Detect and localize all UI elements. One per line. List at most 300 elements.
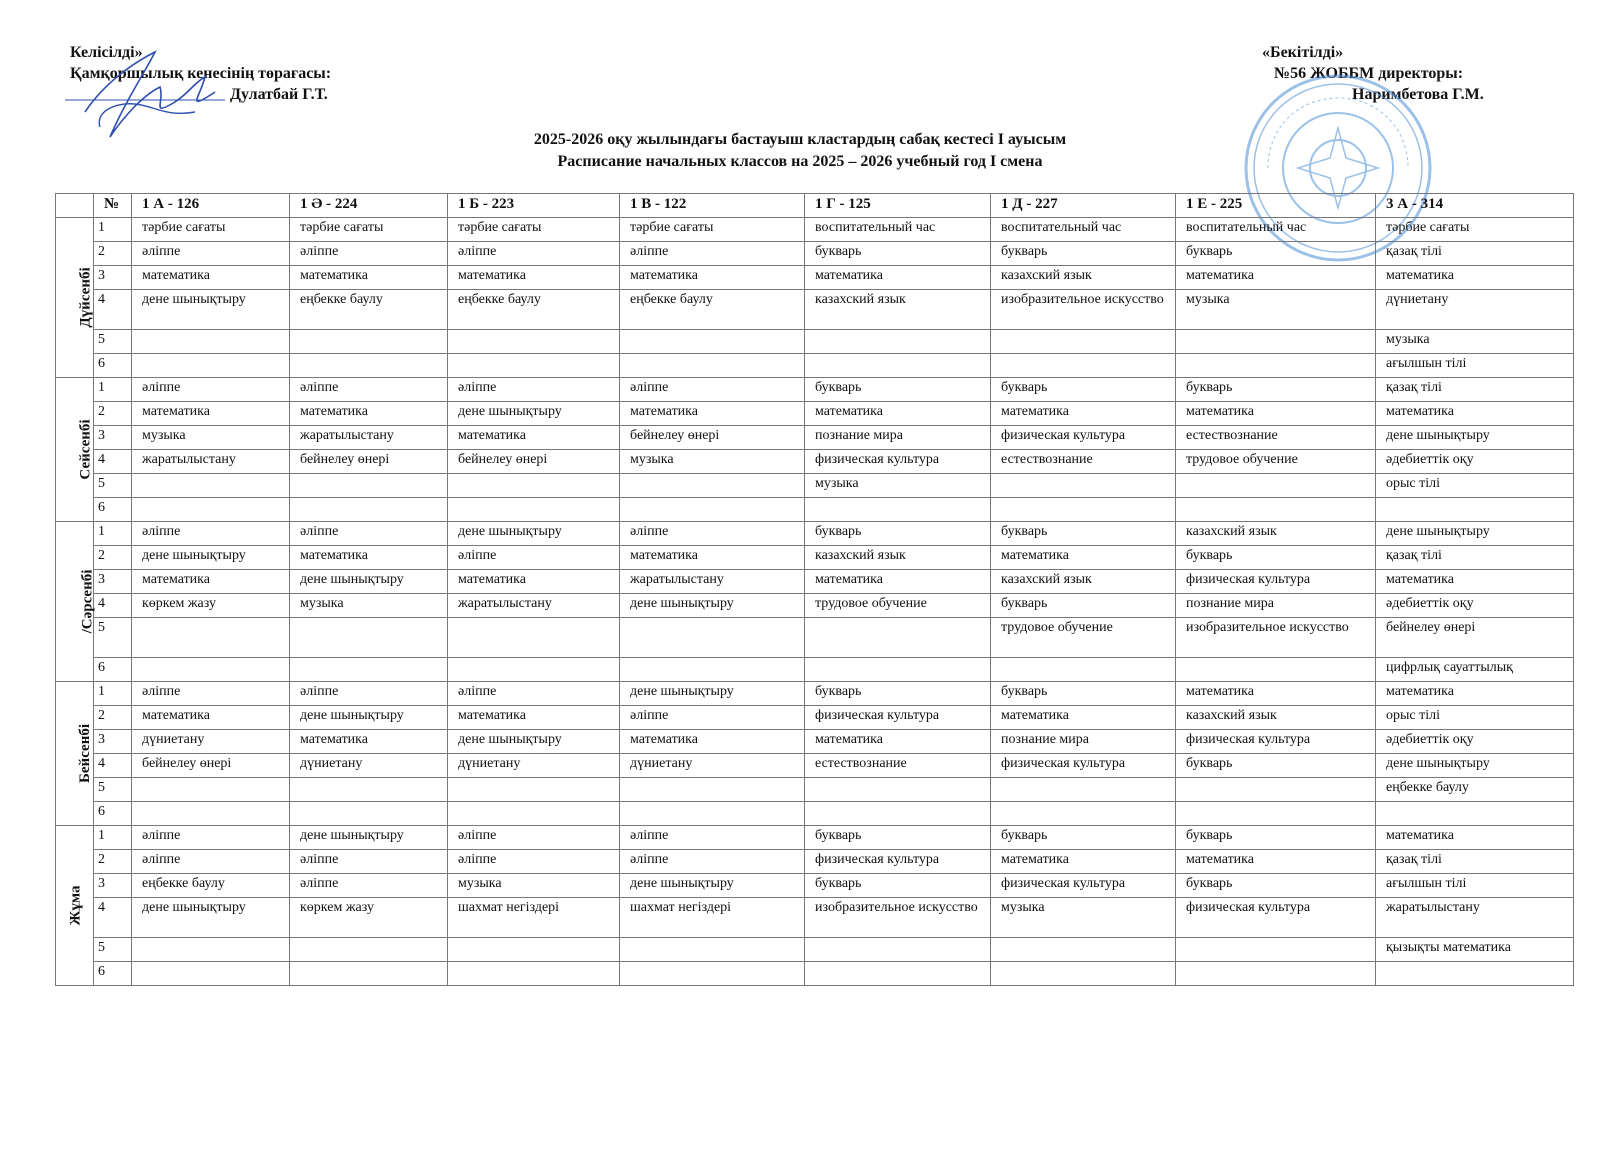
lesson-cell: жаратылыстану xyxy=(620,570,805,594)
table-row xyxy=(56,402,1574,426)
lesson-cell: букварь xyxy=(1176,378,1376,402)
lesson-cell: әліппе xyxy=(620,378,805,402)
lesson-cell: жаратылыстану xyxy=(132,450,290,474)
lesson-cell: жаратылыстану xyxy=(448,594,620,618)
lesson-cell: дене шынықтыру xyxy=(620,594,805,618)
lesson-number: 2 xyxy=(94,706,132,730)
lesson-cell xyxy=(290,962,448,986)
lesson-cell: букварь xyxy=(805,682,991,706)
lesson-cell: әліппе xyxy=(290,242,448,266)
lesson-cell: математика xyxy=(1176,850,1376,874)
lesson-cell: дене шынықтыру xyxy=(290,570,448,594)
lesson-cell: математика xyxy=(132,570,290,594)
lesson-number: 6 xyxy=(94,802,132,826)
lesson-cell: естествознание xyxy=(805,754,991,778)
lesson-cell: көркем жазу xyxy=(132,594,290,618)
lesson-cell: әдебиеттік оқу xyxy=(1376,450,1574,474)
lesson-cell: математика xyxy=(1376,570,1574,594)
lesson-cell xyxy=(805,354,991,378)
lesson-cell xyxy=(1176,802,1376,826)
lesson-cell: бейнелеу өнері xyxy=(1376,618,1574,658)
table-row xyxy=(56,474,1574,498)
lesson-cell xyxy=(805,618,991,658)
table-row xyxy=(56,570,1574,594)
lesson-cell: букварь xyxy=(1176,546,1376,570)
table-row xyxy=(56,850,1574,874)
lesson-cell: қазақ тілі xyxy=(1376,546,1574,570)
lesson-number: 6 xyxy=(94,498,132,522)
lesson-cell xyxy=(1176,474,1376,498)
table-row xyxy=(56,450,1574,474)
lesson-cell: дене шынықтыру xyxy=(620,682,805,706)
agreed-label: Келісілді» xyxy=(70,44,143,61)
lesson-number: 1 xyxy=(94,218,132,242)
lesson-cell: математика xyxy=(805,570,991,594)
day-name: /Сәрсенбі xyxy=(79,569,96,634)
lesson-cell: букварь xyxy=(991,826,1176,850)
table-row xyxy=(56,658,1574,682)
lesson-cell: музыка xyxy=(1376,330,1574,354)
day-cell xyxy=(56,826,94,986)
column-header: 1 Е - 225 xyxy=(1176,194,1376,218)
lesson-cell xyxy=(448,618,620,658)
lesson-cell: бейнелеу өнері xyxy=(620,426,805,450)
lesson-cell xyxy=(132,658,290,682)
lesson-cell xyxy=(1176,938,1376,962)
lesson-cell xyxy=(805,498,991,522)
lesson-cell: дене шынықтыру xyxy=(132,290,290,330)
lesson-cell: математика xyxy=(991,706,1176,730)
day-name: Дүйсенбі xyxy=(77,267,94,328)
lesson-cell xyxy=(991,778,1176,802)
header-row xyxy=(56,194,1574,218)
lesson-cell: ағылшын тілі xyxy=(1376,874,1574,898)
lesson-cell: шахмат негіздері xyxy=(448,898,620,938)
lesson-cell: воспитательный час xyxy=(805,218,991,242)
lesson-cell: дүниетану xyxy=(1376,290,1574,330)
lesson-cell: воспитательный час xyxy=(1176,218,1376,242)
lesson-cell: дене шынықтыру xyxy=(448,402,620,426)
lesson-number: 3 xyxy=(94,426,132,450)
lesson-cell: әліппе xyxy=(132,850,290,874)
lesson-cell: қазақ тілі xyxy=(1376,242,1574,266)
lesson-cell: әліппе xyxy=(290,874,448,898)
table-row xyxy=(56,898,1574,938)
schedule-body xyxy=(56,218,1574,986)
lesson-cell: дүниетану xyxy=(290,754,448,778)
lesson-cell xyxy=(805,962,991,986)
lesson-cell: еңбекке баулу xyxy=(290,290,448,330)
lesson-cell: физическая культура xyxy=(1176,898,1376,938)
lesson-cell: математика xyxy=(1176,682,1376,706)
table-row xyxy=(56,826,1574,850)
lesson-cell xyxy=(620,330,805,354)
day-cell xyxy=(56,218,94,378)
lesson-cell: казахский язык xyxy=(1176,522,1376,546)
lesson-cell xyxy=(132,802,290,826)
lesson-cell: музыка xyxy=(448,874,620,898)
table-row xyxy=(56,290,1574,330)
schedule-table xyxy=(55,193,1574,986)
lesson-cell: изобразительное искусство xyxy=(991,290,1176,330)
lesson-cell: математика xyxy=(132,706,290,730)
lesson-number: 1 xyxy=(94,682,132,706)
table-row xyxy=(56,354,1574,378)
table-row xyxy=(56,962,1574,986)
lesson-cell: әліппе xyxy=(290,850,448,874)
lesson-cell xyxy=(805,778,991,802)
lesson-cell: дене шынықтыру xyxy=(1376,522,1574,546)
lesson-cell: математика xyxy=(132,266,290,290)
lesson-cell: бейнелеу өнері xyxy=(290,450,448,474)
lesson-cell: физическая культура xyxy=(805,450,991,474)
lesson-cell xyxy=(991,962,1176,986)
lesson-cell xyxy=(1376,962,1574,986)
lesson-number: 3 xyxy=(94,730,132,754)
lesson-cell: физическая культура xyxy=(805,706,991,730)
lesson-cell: математика xyxy=(1376,266,1574,290)
table-row xyxy=(56,682,1574,706)
table-row xyxy=(56,218,1574,242)
lesson-cell: математика xyxy=(1376,402,1574,426)
day-cell xyxy=(56,378,94,522)
lesson-cell: дене шынықтыру xyxy=(1376,426,1574,450)
lesson-cell: естествознание xyxy=(1176,426,1376,450)
lesson-cell: букварь xyxy=(1176,826,1376,850)
lesson-cell: математика xyxy=(1176,402,1376,426)
lesson-number: 3 xyxy=(94,266,132,290)
table-row xyxy=(56,778,1574,802)
title-kazakh: 2025-2026 оқу жылындағы бастауыш кластардың сабақ кестесі I ауысым xyxy=(533,131,1067,148)
lesson-cell: казахский язык xyxy=(991,570,1176,594)
day-name: Сейсенбі xyxy=(77,419,94,480)
lesson-cell: дүниетану xyxy=(620,754,805,778)
lesson-cell: әліппе xyxy=(132,242,290,266)
lesson-cell xyxy=(1176,330,1376,354)
lesson-cell: математика xyxy=(805,266,991,290)
table-row xyxy=(56,426,1574,450)
lesson-cell: математика xyxy=(620,266,805,290)
lesson-cell: ағылшын тілі xyxy=(1376,354,1574,378)
lesson-cell: букварь xyxy=(805,826,991,850)
lesson-cell: букварь xyxy=(1176,874,1376,898)
lesson-cell: әліппе xyxy=(290,682,448,706)
lesson-cell: музыка xyxy=(132,426,290,450)
approved-label: «Бекітілді» xyxy=(1262,44,1344,61)
lesson-cell xyxy=(991,658,1176,682)
director-name: Наримбетова Г.М. xyxy=(1352,86,1484,103)
lesson-cell: әліппе xyxy=(620,826,805,850)
lesson-cell: математика xyxy=(290,730,448,754)
table-row xyxy=(56,594,1574,618)
lesson-number: 1 xyxy=(94,826,132,850)
lesson-cell xyxy=(1176,498,1376,522)
lesson-cell xyxy=(132,498,290,522)
lesson-cell: букварь xyxy=(991,594,1176,618)
lesson-cell: дене шынықтыру xyxy=(132,898,290,938)
lesson-cell: физическая культура xyxy=(1176,570,1376,594)
lesson-cell xyxy=(290,498,448,522)
lesson-number: 6 xyxy=(94,658,132,682)
lesson-cell xyxy=(132,938,290,962)
lesson-cell xyxy=(1176,354,1376,378)
lesson-cell: көркем жазу xyxy=(290,898,448,938)
lesson-cell xyxy=(132,962,290,986)
lesson-cell xyxy=(991,354,1176,378)
lesson-cell: қызықты математика xyxy=(1376,938,1574,962)
lesson-cell: дүниетану xyxy=(448,754,620,778)
lesson-cell: математика xyxy=(448,570,620,594)
day-name: Бейсенбі xyxy=(77,723,94,784)
day-cell xyxy=(56,682,94,826)
lesson-cell: әліппе xyxy=(132,826,290,850)
lesson-number: 2 xyxy=(94,242,132,266)
lesson-number: 5 xyxy=(94,938,132,962)
lesson-cell xyxy=(1376,802,1574,826)
day-cell xyxy=(56,522,94,682)
lesson-cell: математика xyxy=(805,730,991,754)
column-header: 1 Б - 223 xyxy=(448,194,620,218)
column-header: 1 Д - 227 xyxy=(991,194,1176,218)
lesson-cell: әліппе xyxy=(290,522,448,546)
lesson-cell xyxy=(991,474,1176,498)
council-chair-name: Дулатбай Г.Т. xyxy=(230,86,328,103)
lesson-number: 4 xyxy=(94,898,132,938)
title-russian: Расписание начальных классов на 2025 – 2026 учебный год I смена xyxy=(557,153,1043,170)
table-row xyxy=(56,266,1574,290)
lesson-cell: физическая культура xyxy=(1176,730,1376,754)
lesson-cell: музыка xyxy=(1176,290,1376,330)
lesson-cell xyxy=(1176,658,1376,682)
lesson-cell: жаратылыстану xyxy=(290,426,448,450)
lesson-cell: воспитательный час xyxy=(991,218,1176,242)
lesson-cell xyxy=(290,618,448,658)
table-row xyxy=(56,330,1574,354)
lesson-cell xyxy=(290,330,448,354)
lesson-cell: казахский язык xyxy=(805,546,991,570)
lesson-number: 5 xyxy=(94,778,132,802)
lesson-cell: математика xyxy=(1376,826,1574,850)
lesson-cell xyxy=(991,330,1176,354)
lesson-cell xyxy=(805,802,991,826)
lesson-cell xyxy=(805,658,991,682)
lesson-cell xyxy=(290,778,448,802)
lesson-cell xyxy=(290,802,448,826)
lesson-cell: трудовое обучение xyxy=(991,618,1176,658)
lesson-cell: дене шынықтыру xyxy=(290,706,448,730)
lesson-number: 2 xyxy=(94,850,132,874)
lesson-cell: еңбекке баулу xyxy=(448,290,620,330)
day-column-header xyxy=(56,194,94,218)
lesson-cell: әліппе xyxy=(132,522,290,546)
lesson-cell xyxy=(1376,498,1574,522)
lesson-cell xyxy=(1176,778,1376,802)
lesson-number: 2 xyxy=(94,402,132,426)
lesson-cell: әліппе xyxy=(620,242,805,266)
table-row xyxy=(56,378,1574,402)
lesson-cell: трудовое обучение xyxy=(805,594,991,618)
lesson-cell xyxy=(620,802,805,826)
lesson-cell xyxy=(991,498,1176,522)
lesson-cell: әліппе xyxy=(448,682,620,706)
lesson-cell: букварь xyxy=(1176,242,1376,266)
table-row xyxy=(56,730,1574,754)
lesson-cell: букварь xyxy=(805,874,991,898)
lesson-cell: познание мира xyxy=(805,426,991,450)
lesson-number: 1 xyxy=(94,378,132,402)
lesson-cell: математика xyxy=(132,402,290,426)
lesson-cell: математика xyxy=(620,546,805,570)
lesson-cell xyxy=(132,618,290,658)
column-header: 1 А - 126 xyxy=(132,194,290,218)
lesson-cell: әдебиеттік оқу xyxy=(1376,730,1574,754)
lesson-cell: тәрбие сағаты xyxy=(290,218,448,242)
lesson-cell: математика xyxy=(991,850,1176,874)
lesson-cell: әліппе xyxy=(448,242,620,266)
lesson-cell: казахский язык xyxy=(805,290,991,330)
council-chair-position: Қамқоршылық кенесінің төрағасы: xyxy=(70,65,332,82)
lesson-number: 4 xyxy=(94,594,132,618)
lesson-cell: математика xyxy=(1176,266,1376,290)
column-header: 1 Ә - 224 xyxy=(290,194,448,218)
lesson-cell: букварь xyxy=(991,522,1176,546)
lesson-number: 4 xyxy=(94,754,132,778)
lesson-cell xyxy=(620,962,805,986)
lesson-cell: познание мира xyxy=(1176,594,1376,618)
lesson-number: 5 xyxy=(94,474,132,498)
lesson-cell: орыс тілі xyxy=(1376,474,1574,498)
table-row xyxy=(56,706,1574,730)
lesson-cell xyxy=(620,498,805,522)
lesson-cell: дене шынықтыру xyxy=(448,522,620,546)
lesson-cell: изобразительное искусство xyxy=(805,898,991,938)
lesson-cell: трудовое обучение xyxy=(1176,450,1376,474)
lesson-cell: әліппе xyxy=(448,378,620,402)
lesson-cell: әліппе xyxy=(290,378,448,402)
lesson-cell: физическая культура xyxy=(991,426,1176,450)
lesson-cell: казахский язык xyxy=(1176,706,1376,730)
table-row xyxy=(56,938,1574,962)
lesson-cell xyxy=(132,354,290,378)
lesson-cell: математика xyxy=(1376,682,1574,706)
lesson-cell xyxy=(805,330,991,354)
lesson-cell xyxy=(132,778,290,802)
lesson-cell: математика xyxy=(620,402,805,426)
lesson-cell: физическая культура xyxy=(805,850,991,874)
lesson-cell xyxy=(448,962,620,986)
lesson-cell: естествознание xyxy=(991,450,1176,474)
lesson-number: 6 xyxy=(94,962,132,986)
lesson-cell xyxy=(620,938,805,962)
lesson-cell: математика xyxy=(991,546,1176,570)
lesson-cell: қазақ тілі xyxy=(1376,378,1574,402)
lesson-cell xyxy=(991,802,1176,826)
column-header: 1 Г - 125 xyxy=(805,194,991,218)
table-row xyxy=(56,802,1574,826)
table-row xyxy=(56,546,1574,570)
lesson-cell xyxy=(448,498,620,522)
lesson-cell: букварь xyxy=(991,242,1176,266)
lesson-number: 1 xyxy=(94,522,132,546)
lesson-cell: математика xyxy=(448,706,620,730)
lesson-cell: тәрбие сағаты xyxy=(448,218,620,242)
lesson-cell: математика xyxy=(448,426,620,450)
table-row xyxy=(56,874,1574,898)
table-row xyxy=(56,754,1574,778)
lesson-number: 4 xyxy=(94,290,132,330)
lesson-number: 5 xyxy=(94,618,132,658)
lesson-cell xyxy=(290,474,448,498)
lesson-cell xyxy=(290,354,448,378)
lesson-cell xyxy=(290,658,448,682)
lesson-cell: әліппе xyxy=(620,522,805,546)
lesson-cell xyxy=(448,658,620,682)
lesson-cell: математика xyxy=(290,546,448,570)
lesson-cell: музыка xyxy=(991,898,1176,938)
table-row xyxy=(56,242,1574,266)
lesson-cell: бейнелеу өнері xyxy=(132,754,290,778)
lesson-cell: әліппе xyxy=(448,850,620,874)
column-header: 3 А - 314 xyxy=(1376,194,1574,218)
lesson-cell: математика xyxy=(290,266,448,290)
lesson-cell: дене шынықтыру xyxy=(1376,754,1574,778)
lesson-cell: музыка xyxy=(290,594,448,618)
lesson-cell: дене шынықтыру xyxy=(448,730,620,754)
lesson-cell: математика xyxy=(290,402,448,426)
column-header: 1 В - 122 xyxy=(620,194,805,218)
lesson-cell: еңбекке баулу xyxy=(620,290,805,330)
lesson-cell: букварь xyxy=(805,242,991,266)
director-position: №56 ЖОББМ директоры: xyxy=(1274,65,1464,82)
lesson-number: 4 xyxy=(94,450,132,474)
lesson-cell: тәрбие сағаты xyxy=(620,218,805,242)
lesson-cell xyxy=(132,474,290,498)
lesson-number: 2 xyxy=(94,546,132,570)
lesson-cell: математика xyxy=(620,730,805,754)
day-name: Жұма xyxy=(67,885,84,926)
lesson-cell: әліппе xyxy=(448,546,620,570)
lesson-cell xyxy=(448,354,620,378)
lesson-cell: қазақ тілі xyxy=(1376,850,1574,874)
lesson-cell: букварь xyxy=(991,378,1176,402)
lesson-number: 5 xyxy=(94,330,132,354)
table-row xyxy=(56,522,1574,546)
lesson-number: 6 xyxy=(94,354,132,378)
lesson-cell xyxy=(1176,962,1376,986)
lesson-cell: орыс тілі xyxy=(1376,706,1574,730)
lesson-cell: математика xyxy=(448,266,620,290)
lesson-cell: бейнелеу өнері xyxy=(448,450,620,474)
lesson-cell: жаратылыстану xyxy=(1376,898,1574,938)
lesson-cell xyxy=(448,778,620,802)
lesson-cell xyxy=(620,354,805,378)
lesson-cell: физическая культура xyxy=(991,874,1176,898)
lesson-cell: тәрбие сағаты xyxy=(1376,218,1574,242)
lesson-cell xyxy=(448,474,620,498)
lesson-cell: букварь xyxy=(1176,754,1376,778)
lesson-cell: тәрбие сағаты xyxy=(132,218,290,242)
lesson-cell: әліппе xyxy=(448,826,620,850)
lesson-cell: букварь xyxy=(805,378,991,402)
lesson-cell: еңбекке баулу xyxy=(132,874,290,898)
lesson-cell: әдебиеттік оқу xyxy=(1376,594,1574,618)
lesson-cell xyxy=(805,938,991,962)
lesson-cell: изобразительное искусство xyxy=(1176,618,1376,658)
lesson-cell: математика xyxy=(991,402,1176,426)
lesson-cell xyxy=(448,802,620,826)
lesson-cell: дене шынықтыру xyxy=(132,546,290,570)
lesson-cell xyxy=(132,330,290,354)
